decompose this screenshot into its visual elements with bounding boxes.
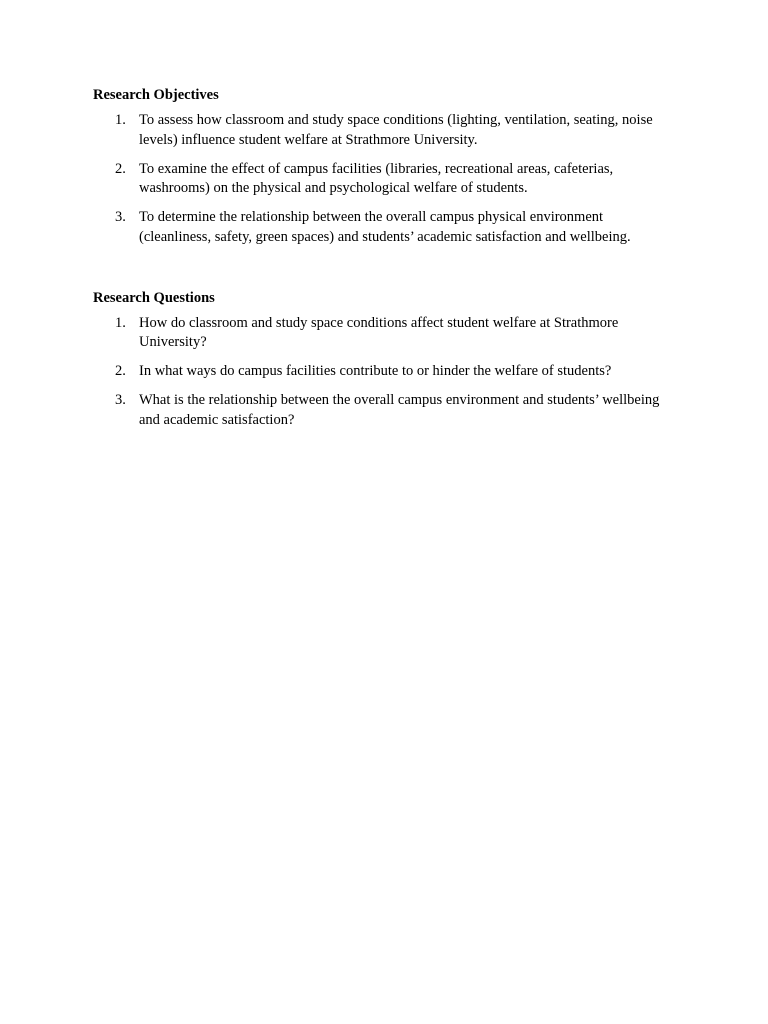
list-number: 3. [115, 392, 126, 408]
document-page [93, 85, 673, 440]
question-text: How do classroom and study space conditions affect student welfare at Strathmore University? [139, 314, 619, 350]
list-number: 1. [115, 112, 126, 128]
objective-text: To assess how classroom and study space conditions (lighting, ventilation, seating, noise levels) influence student welfare at Strathmore University. [139, 112, 653, 148]
question-item [93, 314, 673, 353]
list-number: 2. [115, 160, 126, 177]
list-number: 1. [115, 314, 126, 331]
objective-text: To determine the relationship between the overall campus physical environment (cleanliness, safety, green spaces) and students’ academic satisfaction and wellbeing. [139, 209, 631, 245]
question-text: In what ways do campus facilities contribute to or hinder the welfare of students? [139, 363, 612, 379]
question-text: What is the relationship between the overall campus environment and students’ wellbeing and academic satisfaction? [139, 392, 660, 428]
section-spacer [93, 257, 673, 288]
research-objectives-heading: Research Objectives [93, 87, 219, 103]
research-questions-section [93, 288, 673, 431]
research-objectives-section [93, 85, 673, 247]
research-questions-heading: Research Questions [93, 289, 215, 306]
objective-text: To examine the effect of campus facilities (libraries, recreational areas, cafeterias, washrooms) on the physical and psychological welfare of students. [139, 160, 614, 196]
objective-item [93, 208, 673, 247]
research-questions-list [93, 314, 673, 431]
research-objectives-list [93, 111, 673, 247]
question-item [93, 362, 673, 382]
list-number: 2. [115, 363, 126, 379]
objective-item [93, 160, 673, 199]
list-number: 3. [115, 209, 126, 225]
objective-item [93, 111, 673, 150]
question-item [93, 391, 673, 430]
